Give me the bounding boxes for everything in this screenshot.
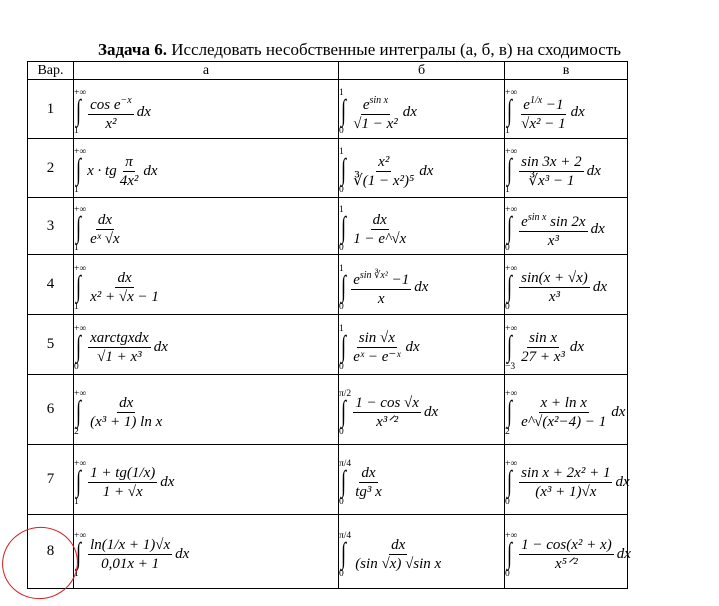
integral-symbol: ∫ bbox=[341, 211, 346, 244]
numerator-main: ln(1/x + 1)√x bbox=[90, 537, 171, 553]
integral-sign bbox=[339, 389, 351, 437]
lower-limit: 2 bbox=[74, 426, 79, 437]
integral-cell-a bbox=[74, 80, 339, 139]
integral-cell-b bbox=[339, 445, 505, 515]
integral-symbol: ∫ bbox=[507, 269, 512, 303]
integral-symbol: ∫ bbox=[341, 329, 346, 363]
integral-symbol: ∫ bbox=[507, 394, 512, 428]
integral-symbol: ∫ bbox=[507, 211, 512, 244]
lower-limit: 1 bbox=[74, 243, 79, 253]
integral bbox=[339, 147, 433, 195]
variant-number: 4 bbox=[28, 255, 74, 315]
lower-limit: 0 bbox=[339, 126, 344, 136]
integral-symbol: ∫ bbox=[507, 536, 512, 570]
integral bbox=[339, 88, 417, 136]
integral-cell-c bbox=[505, 198, 628, 255]
table-row bbox=[28, 139, 628, 198]
integrand-fraction bbox=[351, 330, 402, 365]
numerator-main: sin √x bbox=[358, 330, 395, 346]
upper-limit: +∞ bbox=[74, 205, 87, 215]
integral bbox=[74, 88, 151, 136]
integral-cell-a bbox=[74, 139, 339, 198]
integral bbox=[339, 264, 428, 312]
upper-limit: +∞ bbox=[505, 388, 518, 399]
integral-cell-c bbox=[505, 375, 628, 445]
upper-limit: +∞ bbox=[74, 263, 87, 274]
numerator bbox=[357, 330, 397, 348]
integral-cell-b bbox=[339, 198, 505, 255]
integral-cell-a bbox=[74, 255, 339, 315]
numerator-main: dx bbox=[361, 465, 376, 481]
integrand-fraction bbox=[519, 395, 608, 430]
header-c: в bbox=[505, 62, 628, 80]
numerator-main: e bbox=[353, 272, 360, 288]
numerator-exponent: 1/x bbox=[529, 94, 543, 106]
numerator-tail: −1 bbox=[542, 96, 564, 113]
integral bbox=[74, 324, 168, 372]
integral-sign bbox=[505, 147, 517, 195]
differential: dx bbox=[136, 103, 151, 120]
upper-limit: +∞ bbox=[74, 458, 87, 469]
lower-limit: 0 bbox=[339, 361, 344, 372]
numerator bbox=[519, 465, 612, 483]
integrand-fraction bbox=[519, 210, 587, 249]
integral-cell-a bbox=[74, 515, 339, 589]
integral-symbol: ∫ bbox=[341, 269, 346, 303]
integral-symbol: ∫ bbox=[76, 94, 81, 127]
upper-limit: 1 bbox=[339, 323, 344, 334]
numerator-main: x + ln x bbox=[540, 395, 587, 411]
integral-sign bbox=[505, 88, 517, 136]
upper-limit: 1 bbox=[339, 263, 344, 274]
denominator: x² bbox=[105, 115, 117, 132]
integral-symbol: ∫ bbox=[76, 269, 81, 303]
denominator: e^√(x²−4) − 1 bbox=[521, 414, 607, 430]
integrand-fraction bbox=[519, 537, 614, 572]
integral bbox=[74, 205, 123, 253]
table-header-row bbox=[28, 62, 628, 80]
lower-limit: 0 bbox=[339, 243, 344, 253]
integral-cell-c bbox=[505, 255, 628, 315]
integrand-fraction bbox=[353, 537, 443, 572]
integral-sign bbox=[339, 88, 349, 136]
denominator: 4x² bbox=[119, 172, 139, 189]
denominator: eˣ √x bbox=[90, 230, 120, 247]
integral bbox=[339, 324, 420, 372]
lower-limit: 1 bbox=[74, 126, 79, 136]
table-row bbox=[28, 255, 628, 315]
numerator bbox=[371, 212, 389, 230]
numerator-main: 1 − cos(x² + x) bbox=[521, 537, 612, 553]
integral-sign bbox=[74, 389, 86, 437]
integral-cell-a bbox=[74, 198, 339, 255]
integrand-fraction bbox=[88, 537, 172, 572]
integrand-fraction bbox=[353, 395, 421, 430]
numerator-main: dx bbox=[97, 211, 112, 228]
integral bbox=[505, 147, 601, 195]
header-variant: Вар. bbox=[28, 62, 74, 80]
table-body bbox=[28, 80, 631, 589]
lower-limit: 0 bbox=[339, 185, 344, 195]
integral-cell-b bbox=[339, 80, 505, 139]
numerator bbox=[527, 330, 559, 348]
numerator bbox=[88, 93, 134, 115]
upper-limit: π/4 bbox=[339, 458, 352, 469]
task-title-bold: Задача 6. bbox=[97, 40, 167, 59]
numerator-main: xarctgxdx bbox=[90, 330, 149, 346]
integral-sign bbox=[505, 264, 517, 312]
integrand-fraction bbox=[118, 154, 141, 189]
lower-limit: 1 bbox=[74, 185, 79, 195]
upper-limit: +∞ bbox=[74, 388, 87, 399]
numerator bbox=[359, 465, 377, 483]
table-row bbox=[28, 375, 628, 445]
differential: dx bbox=[175, 546, 190, 562]
table-row bbox=[28, 515, 628, 589]
numerator bbox=[519, 210, 587, 232]
numerator-main: x² bbox=[378, 153, 390, 170]
numerator bbox=[519, 537, 614, 555]
numerator-main: π bbox=[125, 153, 133, 170]
integral-sign bbox=[339, 147, 349, 195]
integral-sign bbox=[74, 88, 86, 136]
integrand-fraction bbox=[519, 154, 584, 189]
differential: dx bbox=[405, 339, 420, 355]
integral-sign bbox=[339, 205, 349, 253]
integral-cell-b bbox=[339, 255, 505, 315]
integral-cell-b bbox=[339, 139, 505, 198]
variant-number: 5 bbox=[28, 315, 74, 375]
denominator: x³ bbox=[548, 289, 561, 305]
numerator-main: e bbox=[523, 96, 530, 113]
numerator bbox=[351, 268, 411, 290]
numerator-exponent: sin x bbox=[369, 94, 389, 106]
numerator bbox=[389, 537, 407, 555]
numerator-main: dx bbox=[119, 395, 134, 411]
lower-limit: 1 bbox=[74, 301, 79, 312]
lower-limit: 1 bbox=[505, 126, 510, 136]
integrand-fraction bbox=[88, 93, 134, 132]
numerator-main: dx bbox=[391, 537, 406, 553]
upper-limit: 1 bbox=[339, 88, 344, 98]
integral-sign bbox=[74, 324, 86, 372]
denominator: eˣ − e⁻ˣ bbox=[353, 349, 401, 365]
integrand-fraction bbox=[519, 93, 568, 132]
integral bbox=[505, 324, 584, 372]
differential: dx bbox=[160, 474, 175, 490]
integral bbox=[74, 531, 189, 579]
differential: dx bbox=[153, 339, 168, 355]
integrand-fraction bbox=[351, 268, 411, 307]
denominator: x³ᐟ² bbox=[376, 414, 399, 430]
integral-symbol: ∫ bbox=[507, 464, 512, 498]
integrand-fraction bbox=[88, 330, 151, 365]
denominator: x⁵ᐟ² bbox=[555, 556, 578, 572]
numerator bbox=[88, 330, 151, 348]
numerator bbox=[519, 154, 584, 172]
integral-cell-b bbox=[339, 515, 505, 589]
integral bbox=[74, 459, 174, 507]
integral-symbol: ∫ bbox=[76, 536, 81, 570]
integral-sign bbox=[74, 147, 86, 195]
numerator bbox=[88, 537, 172, 555]
numerator-main: dx bbox=[372, 211, 387, 228]
lower-limit: 0 bbox=[339, 496, 344, 507]
integral-symbol: ∫ bbox=[341, 153, 346, 186]
denominator: (x³ + 1)√x bbox=[535, 484, 597, 500]
denominator: (sin √x) √sin x bbox=[355, 556, 442, 572]
differential: dx bbox=[611, 404, 626, 420]
lower-limit: 0 bbox=[339, 301, 344, 312]
numerator-tail: −1 bbox=[387, 272, 410, 288]
denominator: (x³ + 1) ln x bbox=[90, 414, 163, 430]
variant-number: 8 bbox=[28, 515, 74, 589]
differential: dx bbox=[569, 339, 585, 355]
integrand-fraction bbox=[519, 465, 612, 500]
upper-limit: +∞ bbox=[505, 530, 518, 541]
upper-limit: +∞ bbox=[74, 530, 87, 541]
integral-sign bbox=[339, 324, 349, 372]
numerator bbox=[361, 93, 390, 115]
differential: dx bbox=[414, 279, 429, 295]
integral-sign bbox=[505, 459, 517, 507]
integral bbox=[505, 205, 605, 253]
integrand-fraction bbox=[88, 395, 164, 430]
integral-sign bbox=[505, 205, 517, 253]
integral-sign bbox=[505, 324, 517, 372]
lower-limit: 0 bbox=[339, 568, 344, 579]
differential: dx bbox=[402, 103, 417, 120]
task-title bbox=[0, 40, 719, 60]
denominator: x³ bbox=[547, 232, 559, 249]
numerator bbox=[96, 212, 114, 230]
upper-limit: π/4 bbox=[339, 530, 352, 541]
numerator bbox=[88, 465, 157, 483]
upper-limit: +∞ bbox=[74, 88, 87, 98]
numerator-main: 1 − cos √x bbox=[355, 395, 419, 411]
numerator-main: e bbox=[521, 213, 528, 230]
numerator-main: sin 3x + 2 bbox=[521, 153, 582, 170]
numerator bbox=[539, 395, 589, 413]
integral-symbol: ∫ bbox=[76, 153, 81, 186]
lower-limit: 0 bbox=[505, 243, 510, 253]
integral-symbol: ∫ bbox=[341, 464, 346, 498]
differential: dx bbox=[419, 162, 434, 179]
upper-limit: π/2 bbox=[339, 388, 352, 399]
lower-limit: 0 bbox=[505, 568, 510, 579]
numerator-main: e bbox=[362, 96, 370, 113]
table-row bbox=[28, 198, 628, 255]
integral-cell-b bbox=[339, 375, 505, 445]
differential: dx bbox=[143, 162, 158, 179]
lower-limit: 0 bbox=[505, 496, 510, 507]
integral-cell-c bbox=[505, 139, 628, 198]
upper-limit: +∞ bbox=[74, 147, 87, 157]
integrand-fraction bbox=[351, 212, 408, 247]
numerator bbox=[519, 270, 590, 288]
numerator-exponent: sin x bbox=[527, 211, 547, 223]
integral-symbol: ∫ bbox=[76, 464, 81, 498]
denominator: 27 + x³ bbox=[521, 349, 565, 365]
header-b: б bbox=[339, 62, 505, 80]
integral-sign bbox=[505, 531, 517, 579]
numerator-tail: sin 2x bbox=[546, 213, 586, 230]
upper-limit: 1 bbox=[339, 205, 344, 215]
integral-sign bbox=[74, 205, 86, 253]
integral-cell-a bbox=[74, 375, 339, 445]
lower-limit: 0 bbox=[505, 301, 510, 312]
integral-symbol: ∫ bbox=[341, 94, 346, 127]
denominator: ∛(1 − x²)⁵ bbox=[353, 172, 415, 189]
numerator-exponent: sin ∛x² bbox=[359, 270, 388, 281]
numerator bbox=[376, 154, 391, 172]
integrand-fraction bbox=[351, 93, 400, 132]
denominator: 1 + √x bbox=[102, 484, 143, 500]
integral-sign bbox=[505, 389, 517, 437]
numerator-main: cos e bbox=[90, 96, 121, 113]
integrals-table bbox=[27, 61, 631, 589]
numerator bbox=[353, 395, 421, 413]
lower-limit: 1 bbox=[74, 496, 79, 507]
upper-limit: +∞ bbox=[505, 205, 518, 215]
integral-sign bbox=[339, 459, 351, 507]
integral-symbol: ∫ bbox=[341, 536, 346, 570]
variant-number: 7 bbox=[28, 445, 74, 515]
lower-limit: 0 bbox=[74, 361, 79, 372]
denominator: √1 − x² bbox=[353, 115, 398, 132]
integrand-fraction bbox=[519, 270, 590, 305]
denominator: x² + √x − 1 bbox=[90, 289, 159, 305]
integral-symbol: ∫ bbox=[76, 329, 81, 363]
integral-cell-a bbox=[74, 445, 339, 515]
denominator: √1 + x³ bbox=[97, 349, 142, 365]
integral bbox=[339, 389, 438, 437]
differential: dx bbox=[616, 546, 631, 562]
lower-limit: 1 bbox=[505, 185, 510, 195]
upper-limit: 1 bbox=[339, 147, 344, 157]
upper-limit: +∞ bbox=[505, 88, 518, 98]
denominator: 0,01x + 1 bbox=[101, 556, 160, 572]
integral-sign bbox=[74, 459, 86, 507]
differential: dx bbox=[570, 103, 585, 120]
upper-limit: +∞ bbox=[505, 147, 518, 157]
variant-number: 2 bbox=[28, 139, 74, 198]
integral-cell-b bbox=[339, 315, 505, 375]
differential: dx bbox=[586, 162, 601, 179]
table-row bbox=[28, 80, 628, 139]
upper-limit: +∞ bbox=[505, 323, 518, 334]
integral-symbol: ∫ bbox=[76, 394, 81, 428]
integral-symbol: ∫ bbox=[507, 94, 512, 127]
integrand-fraction bbox=[88, 212, 122, 247]
integral bbox=[505, 459, 630, 507]
integral bbox=[505, 389, 625, 437]
integral-sign bbox=[339, 531, 351, 579]
denominator: √x² − 1 bbox=[521, 115, 566, 132]
integral-symbol: ∫ bbox=[507, 153, 512, 186]
variant-number: 1 bbox=[28, 80, 74, 139]
integral bbox=[339, 205, 409, 253]
integral bbox=[339, 531, 444, 579]
differential: dx bbox=[423, 404, 439, 420]
integral-sign bbox=[339, 264, 349, 312]
integral-cell-c bbox=[505, 445, 628, 515]
integral bbox=[505, 264, 607, 312]
integral bbox=[505, 531, 631, 579]
integral-cell-c bbox=[505, 315, 628, 375]
integrand-fraction bbox=[88, 465, 157, 500]
integral-symbol: ∫ bbox=[341, 394, 346, 428]
integral-symbol: ∫ bbox=[76, 211, 81, 244]
lower-limit: 2 bbox=[505, 426, 510, 437]
integral bbox=[74, 264, 162, 312]
denominator: ∛x³ − 1 bbox=[528, 172, 575, 189]
integral bbox=[505, 88, 585, 136]
integral bbox=[339, 459, 385, 507]
integral bbox=[74, 389, 165, 437]
integral-cell-c bbox=[505, 515, 631, 589]
differential: dx bbox=[592, 279, 607, 295]
numerator bbox=[521, 93, 565, 115]
upper-limit: +∞ bbox=[74, 323, 87, 334]
denominator: 1 − e^√x bbox=[353, 230, 407, 247]
variant-number: 3 bbox=[28, 198, 74, 255]
integrand-fraction bbox=[519, 330, 567, 365]
numerator-main: sin x bbox=[529, 330, 557, 346]
integral bbox=[74, 147, 158, 195]
differential: dx bbox=[590, 220, 605, 237]
differential: dx bbox=[615, 474, 630, 490]
numerator-main: sin x + 2x² + 1 bbox=[521, 465, 611, 481]
numerator-main: dx bbox=[117, 270, 132, 286]
table-row bbox=[28, 445, 628, 515]
variant-number: 6 bbox=[28, 375, 74, 445]
numerator bbox=[117, 395, 135, 413]
integrand-fraction bbox=[353, 465, 384, 500]
integral-symbol: ∫ bbox=[507, 329, 512, 363]
integrand-prefix: x · tg bbox=[87, 162, 117, 179]
integral-cell-a bbox=[74, 315, 339, 375]
numerator bbox=[115, 270, 133, 288]
integrand-fraction bbox=[351, 154, 416, 189]
denominator: x bbox=[377, 291, 385, 307]
numerator bbox=[123, 154, 135, 172]
table-row bbox=[28, 315, 628, 375]
lower-limit: 1 bbox=[74, 568, 79, 579]
upper-limit: +∞ bbox=[505, 263, 518, 274]
upper-limit: +∞ bbox=[505, 458, 518, 469]
lower-limit: 0 bbox=[339, 426, 344, 437]
header-a: а bbox=[74, 62, 339, 80]
numerator-main: 1 + tg(1/x) bbox=[90, 465, 156, 481]
task-title-text: Исследовать несобственные интегралы (а, б, в) на сходимость bbox=[166, 40, 622, 59]
denominator: tg³ x bbox=[355, 484, 382, 500]
numerator-main: sin(x + √x) bbox=[521, 270, 588, 286]
integrand-fraction bbox=[88, 270, 161, 305]
integral-sign bbox=[74, 264, 86, 312]
numerator-exponent: −x bbox=[120, 94, 132, 106]
integral-cell-c bbox=[505, 80, 628, 139]
lower-limit: −3 bbox=[505, 361, 516, 372]
